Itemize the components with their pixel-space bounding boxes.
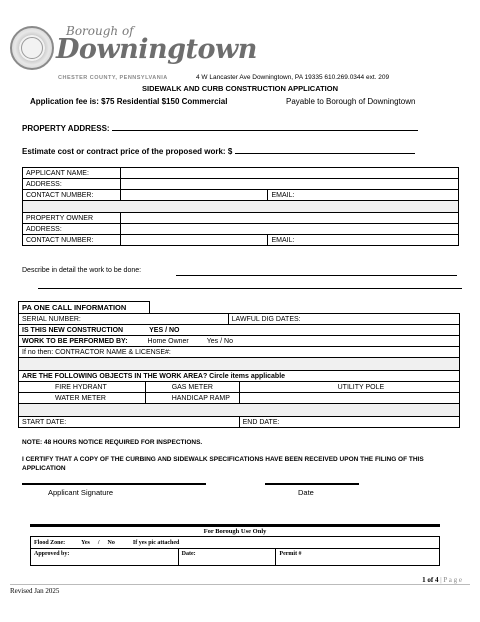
contractor-field[interactable]: If no then: CONTRACTOR NAME & LICENSE#: [19, 347, 460, 358]
application-fee: Application fee is: $75 Residential $150 Commercial [30, 97, 228, 106]
table-row [19, 325, 460, 336]
table-row [19, 393, 460, 404]
describe-line-2[interactable] [38, 288, 462, 289]
borough-use-top-rule [30, 524, 440, 527]
property-address-line[interactable] [112, 122, 418, 131]
utility-pole-option[interactable]: UTILITY POLE [239, 382, 459, 393]
applicant-signature-line[interactable] [22, 483, 206, 485]
new-construction-row [19, 325, 460, 336]
handicap-ramp-option[interactable]: HANDICAP RAMP [145, 393, 239, 404]
home-owner-yes-no[interactable]: Yes / No [206, 337, 233, 345]
owner-contact-label: CONTACT NUMBER: [23, 235, 121, 246]
spacer-row [19, 358, 460, 371]
applicant-email-field[interactable]: EMAIL: [268, 190, 459, 201]
owner-email-field[interactable]: EMAIL: [268, 235, 459, 246]
lawful-dig-dates-field[interactable]: LAWFUL DIG DATES: [228, 314, 459, 325]
revised-date: Revised Jan 2025 [10, 587, 60, 595]
applicant-owner-table [22, 167, 459, 246]
table-row [19, 347, 460, 358]
fire-hydrant-option[interactable]: FIRE HYDRANT [19, 382, 146, 393]
table-row [19, 358, 460, 371]
home-owner-label: Home Owner [147, 337, 189, 345]
spacer-row [23, 201, 459, 213]
table-row [19, 314, 460, 325]
owner-name-label: PROPERTY OWNER [23, 213, 121, 224]
applicant-signature-label: Applicant Signature [48, 488, 114, 497]
page-count: 1 of 4 [422, 576, 439, 584]
table-row [23, 201, 459, 213]
pa-one-call-table [18, 313, 460, 428]
property-address-field [22, 122, 418, 133]
table-row [23, 168, 459, 179]
performed-by-label: WORK TO BE PERFORMED BY: [22, 337, 128, 345]
objects-header: ARE THE FOLLOWING OBJECTS IN THE WORK AREA? Circle items applicable [19, 371, 460, 382]
applicant-contact-label: CONTACT NUMBER: [23, 190, 121, 201]
applicant-address-input[interactable] [120, 179, 458, 190]
start-date-field[interactable]: START DATE: [19, 417, 240, 428]
water-meter-option[interactable]: WATER METER [19, 393, 146, 404]
flood-zone-label: Flood Zone: [34, 539, 66, 546]
estimate-label: Estimate cost or contract price of the proposed work: $ [22, 147, 233, 156]
approved-by-field[interactable]: Approved by: [31, 549, 179, 566]
form-title: SIDEWALK AND CURB CONSTRUCTION APPLICATION [142, 84, 338, 93]
owner-address-input[interactable] [120, 224, 458, 235]
spacer-row [19, 404, 460, 417]
performed-by-row [19, 336, 460, 347]
logo-borough-of: Borough of [66, 24, 134, 38]
table-row [23, 235, 459, 246]
flood-zone-no[interactable]: No [107, 539, 115, 546]
borough-use-table [30, 536, 440, 566]
borough-use-header: For Borough Use Only [203, 528, 267, 535]
permit-number-field[interactable]: Permit # [276, 549, 440, 566]
signature-date-label: Date [298, 488, 314, 497]
owner-address-label: ADDRESS: [23, 224, 121, 235]
new-construction-yes-no[interactable]: YES / NO [149, 326, 180, 334]
describe-work-label: Describe in detail the work to be done: [22, 267, 142, 274]
pic-attached-label: If yes pic attached [132, 539, 180, 546]
logo-downingtown: Downingtown [56, 34, 257, 65]
empty-cell [239, 393, 459, 404]
office-address: 4 W Lancaster Ave Downingtown, PA 19335 610.269.0344 ext. 209 [196, 74, 390, 81]
county-text: CHESTER COUNTY, PENNSYLVANIA [58, 75, 168, 81]
table-row [23, 190, 459, 201]
table-row [19, 404, 460, 417]
property-address-label: PROPERTY ADDRESS: [22, 124, 110, 133]
certify-statement: I CERTIFY THAT A COPY OF THE CURBING AND SIDEWALK SPECIFICATIONS HAVE BEEN RECEIVED UPON THE FILING OF THIS APPLICATION [22, 456, 424, 472]
table-row [23, 224, 459, 235]
payable-to: Payable to Borough of Downingtown [286, 97, 416, 106]
date-signature-line[interactable] [265, 483, 359, 485]
describe-line-1[interactable] [176, 275, 457, 276]
table-row [23, 179, 459, 190]
applicant-name-input[interactable] [120, 168, 458, 179]
applicant-address-label: ADDRESS: [23, 179, 121, 190]
end-date-field[interactable]: END DATE: [239, 417, 459, 428]
new-construction-label: IS THIS NEW CONSTRUCTION [22, 326, 124, 334]
table-row [19, 417, 460, 428]
owner-name-input[interactable] [120, 213, 458, 224]
page-number [422, 576, 462, 584]
table-row [19, 371, 460, 382]
table-row [23, 213, 459, 224]
table-row [31, 549, 440, 566]
flood-zone-yes[interactable]: Yes [81, 539, 90, 546]
footer-rule [10, 584, 470, 585]
page-word: | P a g e [440, 576, 462, 584]
gas-meter-option[interactable]: GAS METER [145, 382, 239, 393]
estimate-line[interactable] [235, 145, 415, 154]
owner-contact-input[interactable] [120, 235, 268, 246]
applicant-contact-input[interactable] [120, 190, 268, 201]
pa-one-call-header: PA ONE CALL INFORMATION [19, 302, 150, 314]
borough-use-box [30, 526, 440, 574]
inspection-notice: NOTE: 48 HOURS NOTICE REQUIRED FOR INSPECTIONS. [22, 439, 203, 446]
table-row [19, 382, 460, 393]
table-row [19, 336, 460, 347]
table-row [31, 537, 440, 549]
estimate-field [22, 145, 415, 156]
seal-inner-ring [21, 37, 43, 59]
serial-number-field[interactable]: SERIAL NUMBER: [19, 314, 229, 325]
borough-seal-logo [10, 26, 54, 70]
applicant-name-label: APPLICANT NAME: [23, 168, 121, 179]
borough-date-field[interactable]: Date: [178, 549, 276, 566]
flood-zone-row [31, 537, 440, 549]
flood-zone-slash: / [97, 539, 100, 546]
